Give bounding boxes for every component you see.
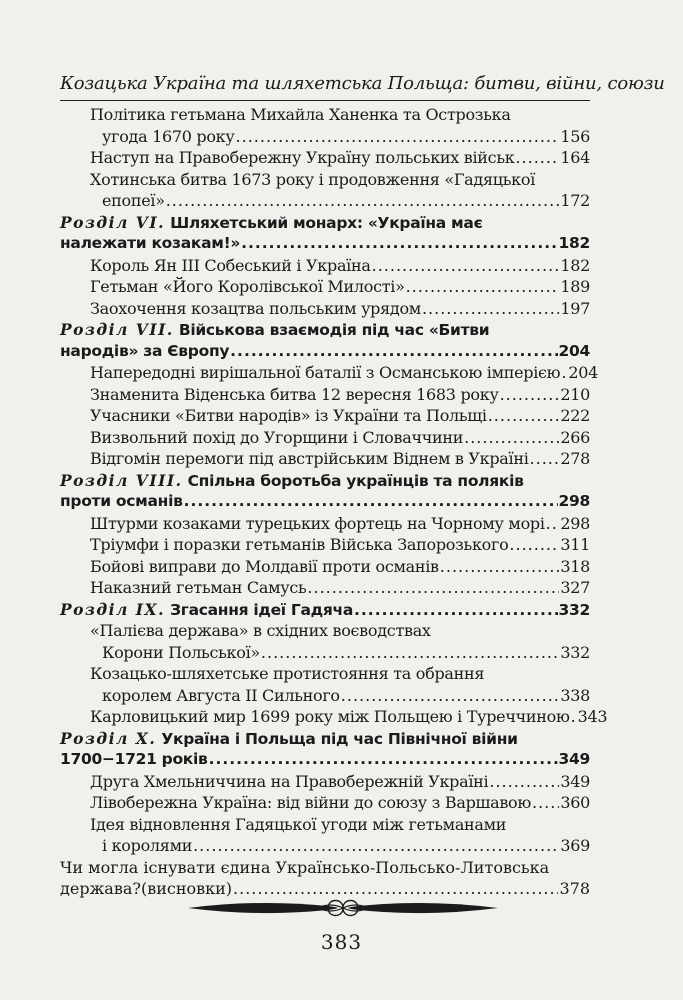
toc-line bbox=[60, 685, 590, 707]
toc-title-text: Корони Польської» bbox=[102, 642, 260, 662]
chapter-label: Розділ VI. bbox=[60, 212, 165, 232]
toc-title-text: Політика гетьмана Михайла Ханенка та Острозька bbox=[90, 105, 511, 124]
toc-title-text: Чи могла існувати єдина Українсько-Польсько-Литовська bbox=[60, 857, 550, 877]
toc-title-text: народів» за Європу bbox=[60, 341, 230, 360]
toc-entry bbox=[60, 405, 590, 427]
toc-line bbox=[60, 126, 590, 148]
toc-line bbox=[60, 448, 590, 470]
dot-leader bbox=[354, 600, 558, 622]
dot-leader bbox=[561, 362, 567, 384]
toc-page-number: 332 bbox=[558, 600, 590, 619]
dot-leader bbox=[236, 126, 560, 148]
toc-line bbox=[60, 556, 590, 578]
toc-entry bbox=[60, 255, 590, 277]
toc-line bbox=[60, 771, 590, 793]
chapter-label: Розділ VIII. bbox=[60, 470, 183, 490]
header-rule bbox=[60, 100, 590, 101]
toc-line bbox=[60, 298, 590, 320]
toc-page-number: 189 bbox=[560, 277, 590, 296]
toc-line bbox=[60, 276, 590, 298]
toc-title-text: угода 1670 року bbox=[102, 126, 235, 146]
toc-entry bbox=[60, 448, 590, 470]
toc-entry bbox=[60, 620, 590, 663]
running-head: Козацька Україна та шляхетська Польща: битви, війни, союзи bbox=[60, 73, 665, 94]
toc-page-number: 204 bbox=[568, 363, 598, 382]
toc-page-number: 338 bbox=[560, 685, 590, 705]
toc-title-text: 1700−1721 років bbox=[60, 750, 208, 768]
toc-line bbox=[60, 663, 590, 685]
toc-entry bbox=[60, 534, 590, 556]
toc-title-text: Учасники «Битви народів» із України та Польщі bbox=[90, 406, 487, 425]
dot-leader bbox=[261, 642, 559, 664]
dot-leader bbox=[500, 384, 560, 406]
toc-title-text: Тріумфи і поразки гетьманів Війська Запорозького bbox=[90, 535, 509, 554]
dot-leader bbox=[209, 749, 558, 771]
dot-leader bbox=[193, 835, 559, 857]
toc-line bbox=[60, 104, 590, 126]
dot-leader bbox=[546, 513, 560, 535]
toc-page-number: 311 bbox=[560, 535, 590, 554]
toc-title-text: держава? bbox=[60, 879, 141, 898]
toc-title-text: Карловицький мир 1699 року між Польщею і Туреччиною bbox=[90, 707, 570, 726]
toc-page-number: 278 bbox=[560, 449, 590, 468]
toc-title-text: Хотинська битва 1673 року і продовження «Гадяцької bbox=[90, 169, 536, 189]
toc-title-text: Україна і Польща під час Північної війни bbox=[161, 729, 518, 748]
toc-line bbox=[60, 620, 590, 642]
toc-title-text: Гетьман «Його Королівської Милості» bbox=[90, 277, 405, 296]
toc-page-number: 266 bbox=[560, 427, 590, 447]
toc-line bbox=[60, 706, 608, 728]
toc-line bbox=[60, 814, 590, 836]
toc-title-text: Козацько-шляхетське протистояння та обрання bbox=[90, 664, 485, 683]
dot-leader bbox=[571, 706, 577, 728]
dot-leader bbox=[406, 276, 560, 298]
toc-line bbox=[60, 534, 590, 556]
toc-entry bbox=[60, 384, 590, 406]
toc-line bbox=[60, 470, 590, 492]
dot-leader bbox=[230, 341, 557, 363]
dot-leader bbox=[440, 556, 560, 578]
toc-subtitle: (висновки) bbox=[140, 879, 233, 898]
chapter-label: Розділ IX. bbox=[60, 599, 165, 619]
toc-page-number: 298 bbox=[560, 513, 590, 533]
toc-entry bbox=[60, 298, 590, 320]
toc-title-text: королем Августа II Сильного bbox=[102, 685, 340, 705]
toc-title-text: Відгомін перемоги під австрійським Віднем в Україні bbox=[90, 449, 529, 468]
toc-page-number: 197 bbox=[560, 298, 590, 318]
dot-leader bbox=[489, 771, 559, 793]
toc-page-number: 369 bbox=[560, 836, 590, 855]
toc-line bbox=[60, 233, 590, 255]
toc-chapter bbox=[60, 470, 590, 513]
dot-leader bbox=[532, 792, 559, 814]
toc-page-number: 210 bbox=[560, 384, 590, 404]
toc-line bbox=[60, 190, 590, 212]
decorative-flourish-icon bbox=[178, 893, 508, 923]
toc-page-number: 204 bbox=[558, 341, 590, 360]
toc-page-number: 349 bbox=[558, 750, 590, 768]
toc-title-text: Згасання ідеї Гадяча bbox=[170, 600, 354, 619]
dot-leader bbox=[372, 255, 560, 277]
toc-line bbox=[60, 362, 598, 384]
toc-title-text: Штурми козаками турецьких фортець на Чорному морі bbox=[90, 513, 545, 533]
toc-line bbox=[60, 642, 590, 664]
toc-entry bbox=[60, 276, 590, 298]
toc-line bbox=[60, 599, 590, 621]
dot-leader bbox=[307, 577, 559, 599]
toc-entry bbox=[60, 513, 590, 535]
toc-line bbox=[60, 835, 590, 857]
toc-entry bbox=[60, 427, 590, 449]
toc-page-number: 378 bbox=[559, 879, 590, 898]
toc-page-number: 182 bbox=[560, 255, 590, 275]
toc-title-text: Заохочення козацтва польським урядом bbox=[90, 298, 421, 318]
toc-line bbox=[60, 405, 590, 427]
toc-entry bbox=[60, 147, 590, 169]
toc-page-number: 182 bbox=[558, 234, 590, 252]
toc-line bbox=[60, 147, 590, 169]
toc-title-text: Шляхетський монарх: «Україна має bbox=[170, 213, 483, 232]
toc-entry bbox=[60, 104, 590, 147]
toc-entry bbox=[60, 706, 608, 728]
toc-line bbox=[60, 513, 590, 535]
toc-title-text: Знаменита Віденська битва 12 вересня 1683 року bbox=[90, 384, 499, 404]
toc-title-text: Лівобережна Україна: від війни до союзу з Варшавою bbox=[90, 793, 531, 812]
dot-leader bbox=[241, 233, 557, 255]
toc-title-text: Ідея відновлення Гадяцької угоди між гетьманами bbox=[90, 814, 507, 834]
chapter-label: Розділ X. bbox=[60, 728, 157, 748]
toc-entry bbox=[60, 814, 590, 857]
toc-line bbox=[60, 255, 590, 277]
dot-leader bbox=[422, 298, 559, 320]
toc-line bbox=[60, 577, 590, 599]
toc-entry bbox=[60, 577, 590, 599]
toc-title-text: епопеї» bbox=[102, 191, 165, 210]
toc-title-text: Військова взаємодія під час «Битви bbox=[178, 321, 490, 339]
toc-line bbox=[60, 728, 590, 750]
toc-chapter bbox=[60, 319, 590, 362]
dot-leader bbox=[341, 685, 560, 707]
toc-page-number: 164 bbox=[560, 148, 590, 167]
toc-page-number: 327 bbox=[560, 578, 590, 597]
toc-line bbox=[60, 857, 590, 879]
dot-leader bbox=[184, 491, 558, 513]
dot-leader bbox=[488, 405, 560, 427]
toc-page-number: 156 bbox=[560, 126, 590, 146]
toc-page-number: 343 bbox=[577, 707, 608, 726]
toc-title-text: Король Ян III Собеський і Україна bbox=[90, 255, 371, 275]
toc-line bbox=[60, 384, 590, 406]
dot-leader bbox=[464, 427, 559, 449]
toc-line bbox=[60, 749, 590, 771]
page-number: 383 bbox=[320, 930, 363, 954]
table-of-contents bbox=[60, 104, 608, 900]
chapter-label: Розділ VII. bbox=[60, 320, 174, 339]
toc-title-text: Спільна боротьба українців та поляків bbox=[187, 471, 524, 490]
toc-title-text: Наказний гетьман Самусь bbox=[90, 578, 307, 597]
toc-entry bbox=[60, 792, 590, 814]
toc-entry bbox=[60, 169, 590, 212]
toc-page-number: 172 bbox=[560, 191, 590, 210]
toc-title-text: Визвольний похід до Угорщини і Словаччини bbox=[90, 427, 464, 447]
toc-entry bbox=[60, 556, 590, 578]
toc-line bbox=[60, 212, 590, 234]
toc-page-number: 332 bbox=[560, 642, 590, 662]
toc-line bbox=[60, 427, 590, 449]
toc-line bbox=[60, 319, 590, 341]
toc-title-text: належати козакам!» bbox=[60, 234, 241, 252]
toc-page-number: 360 bbox=[560, 793, 590, 812]
toc-entry bbox=[60, 771, 590, 793]
toc-title-text: і королями bbox=[102, 836, 193, 855]
toc-chapter bbox=[60, 728, 590, 771]
dot-leader bbox=[509, 534, 559, 556]
toc-line bbox=[60, 341, 590, 363]
toc-line bbox=[60, 169, 590, 191]
toc-page-number: 222 bbox=[560, 406, 590, 425]
toc-page-number: 349 bbox=[560, 771, 590, 791]
toc-title-text: «Палієва держава» в східних воєводствах bbox=[90, 621, 431, 640]
toc-chapter bbox=[60, 599, 590, 621]
toc-title-text: Друга Хмельниччина на Правобережній Україні bbox=[90, 771, 489, 791]
dot-leader bbox=[515, 147, 559, 169]
dot-leader bbox=[530, 448, 560, 470]
toc-title-text: Напередодні вирішальної баталії з Османською імперією bbox=[90, 363, 561, 382]
dot-leader bbox=[166, 190, 560, 212]
toc-chapter bbox=[60, 212, 590, 255]
toc-title-text: проти османів bbox=[60, 492, 183, 510]
toc-page-number: 318 bbox=[560, 556, 590, 576]
toc-entry bbox=[60, 663, 590, 706]
toc-line bbox=[60, 491, 590, 513]
toc-entry bbox=[60, 362, 598, 384]
toc-page-number: 298 bbox=[558, 492, 590, 510]
toc-title-text: Наступ на Правобережну Україну польських військ bbox=[90, 148, 515, 167]
toc-title-text: Бойові виправи до Молдавії проти османів bbox=[90, 556, 439, 576]
toc-line bbox=[60, 792, 590, 814]
